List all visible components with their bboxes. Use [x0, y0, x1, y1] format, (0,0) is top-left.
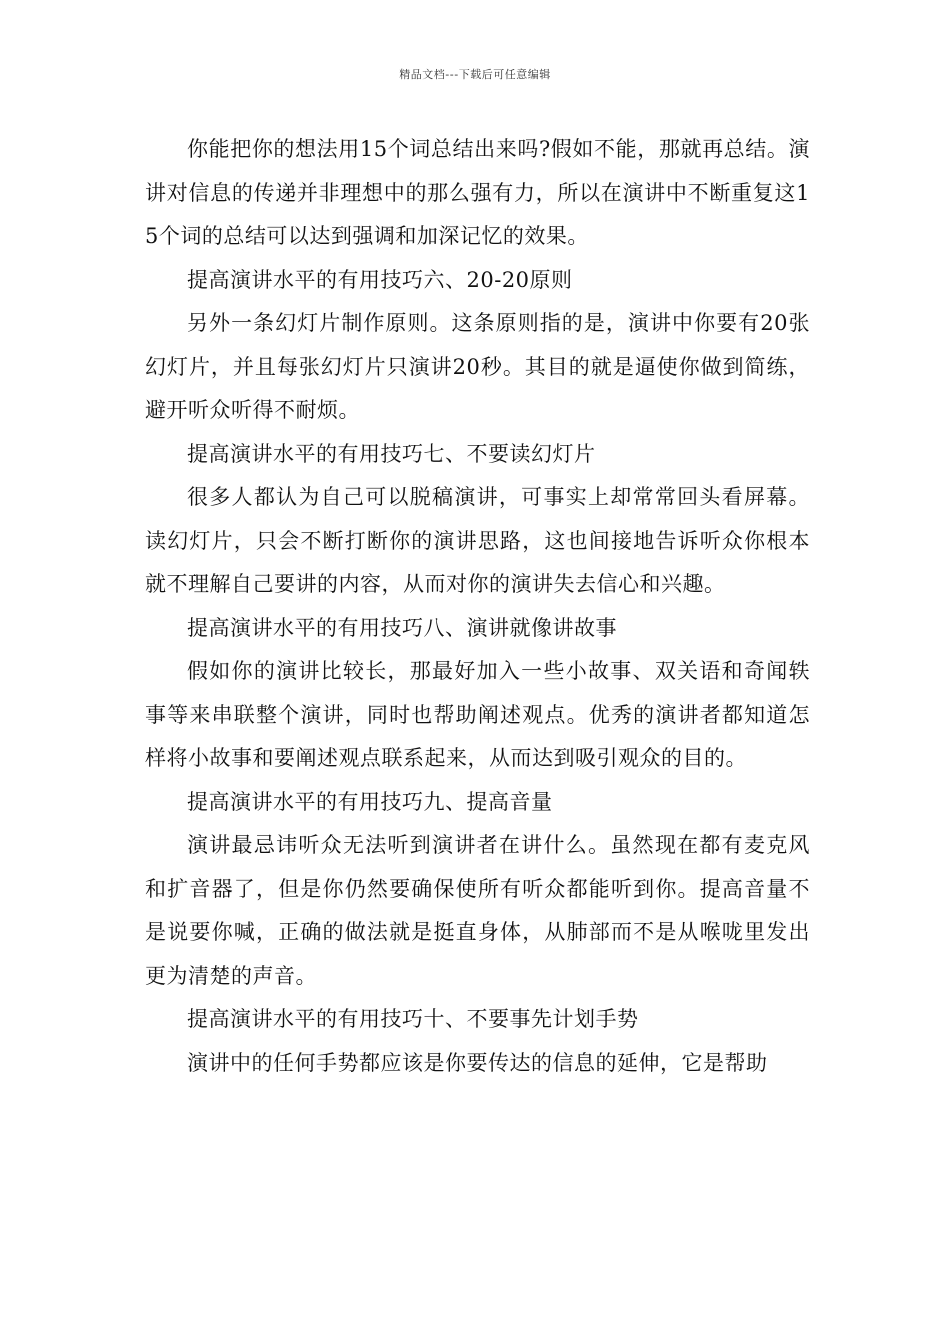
paragraph-tip-eight: 假如你的演讲比较长，那最好加入一些小故事、双关语和奇闻轶事等来串联整个演讲，同时也帮助阐述观点。优秀的演讲者都知道怎样将小故事和要阐述观点联系起来，从而达到吸引观众的目的。: [145, 659, 810, 770]
paragraph-summary: 你能把你的想法用15个词总结出来吗?假如不能，那就再总结。演讲对信息的传递并非理想中的那么强有力，所以在演讲中不断重复这15个词的总结可以达到强调和加深记忆的效果。: [145, 137, 810, 248]
heading-tip-six: 提高演讲水平的有用技巧六、20-20原则: [187, 267, 573, 292]
paragraph-tip-seven: 很多人都认为自己可以脱稿演讲，可事实上却常常回头看屏幕。读幻灯片，只会不断打断你的演讲思路，这也间接地告诉听众你根本就不理解自己要讲的内容，从而对你的演讲失去信心和兴趣。: [145, 485, 810, 596]
paragraph-tip-six: 另外一条幻灯片制作原则。这条原则指的是，演讲中你要有20张幻灯片，并且每张幻灯片只演讲20秒。其目的就是逼使你做到简练，避开听众听得不耐烦。: [145, 311, 810, 422]
document-body: [145, 128, 810, 1085]
paragraph-tip-nine: 演讲最忌讳听众无法听到演讲者在讲什么。虽然现在都有麦克风和扩音器了，但是你仍然要确保使所有听众都能听到你。提高音量不是说要你喊，正确的做法就是挺直身体，从肺部而不是从喉咙里发出更为清楚的声音。: [145, 833, 810, 988]
heading-tip-nine: 提高演讲水平的有用技巧九、提高音量: [187, 789, 553, 814]
paragraph-tip-ten: 演讲中的任何手势都应该是你要传达的信息的延伸，它是帮助: [187, 1050, 768, 1075]
heading-tip-ten: 提高演讲水平的有用技巧十、不要事先计划手势: [187, 1007, 639, 1031]
heading-tip-eight: 提高演讲水平的有用技巧八、演讲就像讲故事: [187, 615, 617, 640]
heading-tip-seven: 提高演讲水平的有用技巧七、不要读幻灯片: [187, 441, 596, 466]
page-header: 精品文档---下载后可任意编辑: [399, 68, 551, 81]
